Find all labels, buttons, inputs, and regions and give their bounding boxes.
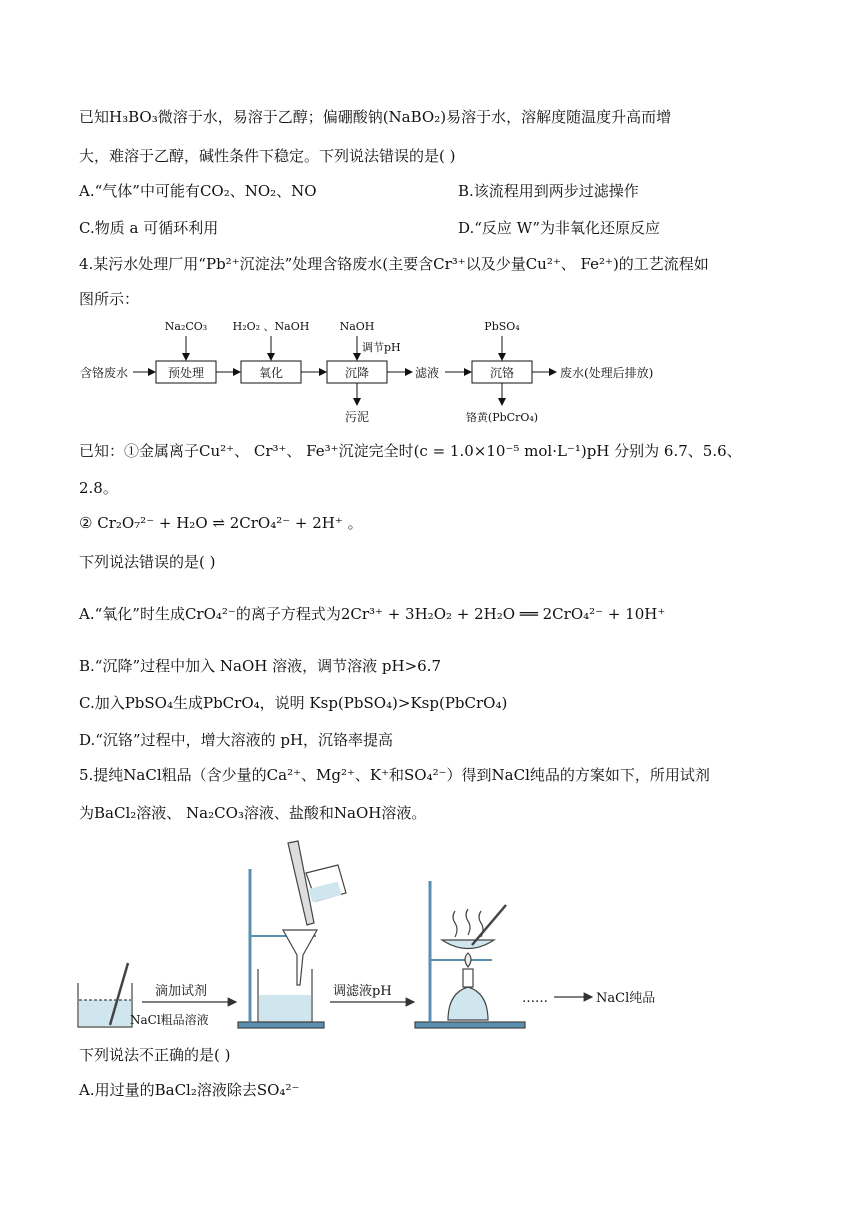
flow-adjust-ph: 调节pH [362, 341, 401, 354]
flow-filtrate: 滤液 [415, 366, 440, 380]
flow-reagent: PbSO₄ [484, 320, 520, 333]
option-d: D.“反应 W”为非氧化还原反应 [458, 219, 661, 237]
step-label: 调滤液pH [333, 984, 392, 999]
apparatus-figure [70, 835, 710, 1035]
flow-step-label: 预处理 [167, 366, 205, 380]
flow-input: 含铬废水 [80, 366, 129, 380]
text-line: 图所示： [79, 290, 140, 308]
question-4: 4.某污水处理厂用“Pb²⁺沉淀法”处理含铬废水(主要含Cr³⁺以及少量Cu²⁺、 Fe²⁺)的工艺流程如 [79, 255, 709, 273]
flow-step-label: 沉铬 [489, 366, 515, 380]
question-5: 5.提纯NaCl粗品（含少量的Ca²⁺、Mg²⁺、K⁺和SO₄²⁻）得到NaCl纯品的方案如下，所用试剂 [79, 766, 710, 784]
option-c: C.加入PbSO₄生成PbCrO₄，说明 Ksp(PbSO₄)>Ksp(PbCrO₄) [79, 694, 508, 712]
flow-output: 废水(处理后排放) [560, 366, 654, 380]
flow-reagent: NaOH [339, 320, 375, 333]
option-c: C.物质 a 可循环利用 [79, 219, 219, 237]
option-a: A.“气体”中可能有CO₂、NO₂、NO [79, 182, 317, 200]
step-label: 滴加试剂 [155, 984, 208, 999]
flow-diagram [70, 315, 710, 430]
flow-step-label: 氧化 [258, 366, 284, 380]
solution-label: NaCl粗品溶液 [130, 1013, 209, 1027]
text-line: 已知：①金属离子Cu²⁺、 Cr³⁺、 Fe³⁺沉淀完全时(c = 1.0×10⁻⁵ mol·L⁻¹)pH 分别为 6.7、5.6、 [79, 442, 742, 460]
text-line: 2.8。 [79, 479, 118, 497]
text-line: 下列说法错误的是( ) [79, 553, 216, 571]
text-line: 大，难溶于乙醇，碱性条件下稳定。下列说法错误的是( ) [79, 147, 456, 165]
option-b: B.该流程用到两步过滤操作 [458, 182, 639, 200]
option-d: D.“沉铬”过程中，增大溶液的 pH，沉铬率提高 [79, 731, 394, 749]
flow-step-label: 沉降 [344, 366, 370, 380]
equation: ② Cr₂O₇²⁻ + H₂O ⇌ 2CrO₄²⁻ + 2H⁺ 。 [79, 514, 363, 532]
flow-product: 铬黄(PbCrO₄) [465, 411, 539, 424]
text-line: 已知H₃BO₃微溶于水，易溶于乙醇；偏硼酸钠(NaBO₂)易溶于水，溶解度随温度升高而增 [79, 108, 672, 126]
flow-reagent: Na₂CO₃ [164, 320, 208, 333]
text-line: 为BaCl₂溶液、 Na₂CO₃溶液、盐酸和NaOH溶液。 [79, 804, 427, 822]
dots-label: …… [522, 991, 548, 1006]
option-row [79, 181, 639, 201]
option-row [79, 218, 661, 238]
filter-stand-icon [238, 841, 346, 1028]
flow-reagent: H₂O₂ 、NaOH [232, 320, 310, 333]
beaker-icon [78, 963, 132, 1027]
option-a: A.用过量的BaCl₂溶液除去SO₄²⁻ [79, 1081, 300, 1099]
option-a: A.“氧化”时生成CrO₄²⁻的离子方程式为2Cr³⁺ + 3H₂O₂ + 2H₂O ══ 2CrO₄²⁻ + 10H⁺ [79, 605, 666, 623]
flow-sludge: 污泥 [344, 410, 370, 424]
option-b: B.“沉降”过程中加入 NaOH 溶液，调节溶液 pH>6.7 [79, 657, 441, 675]
text-line: 下列说法不正确的是( ) [79, 1046, 231, 1064]
product-label: NaCl纯品 [596, 991, 656, 1006]
evaporation-stand-icon [415, 881, 525, 1028]
